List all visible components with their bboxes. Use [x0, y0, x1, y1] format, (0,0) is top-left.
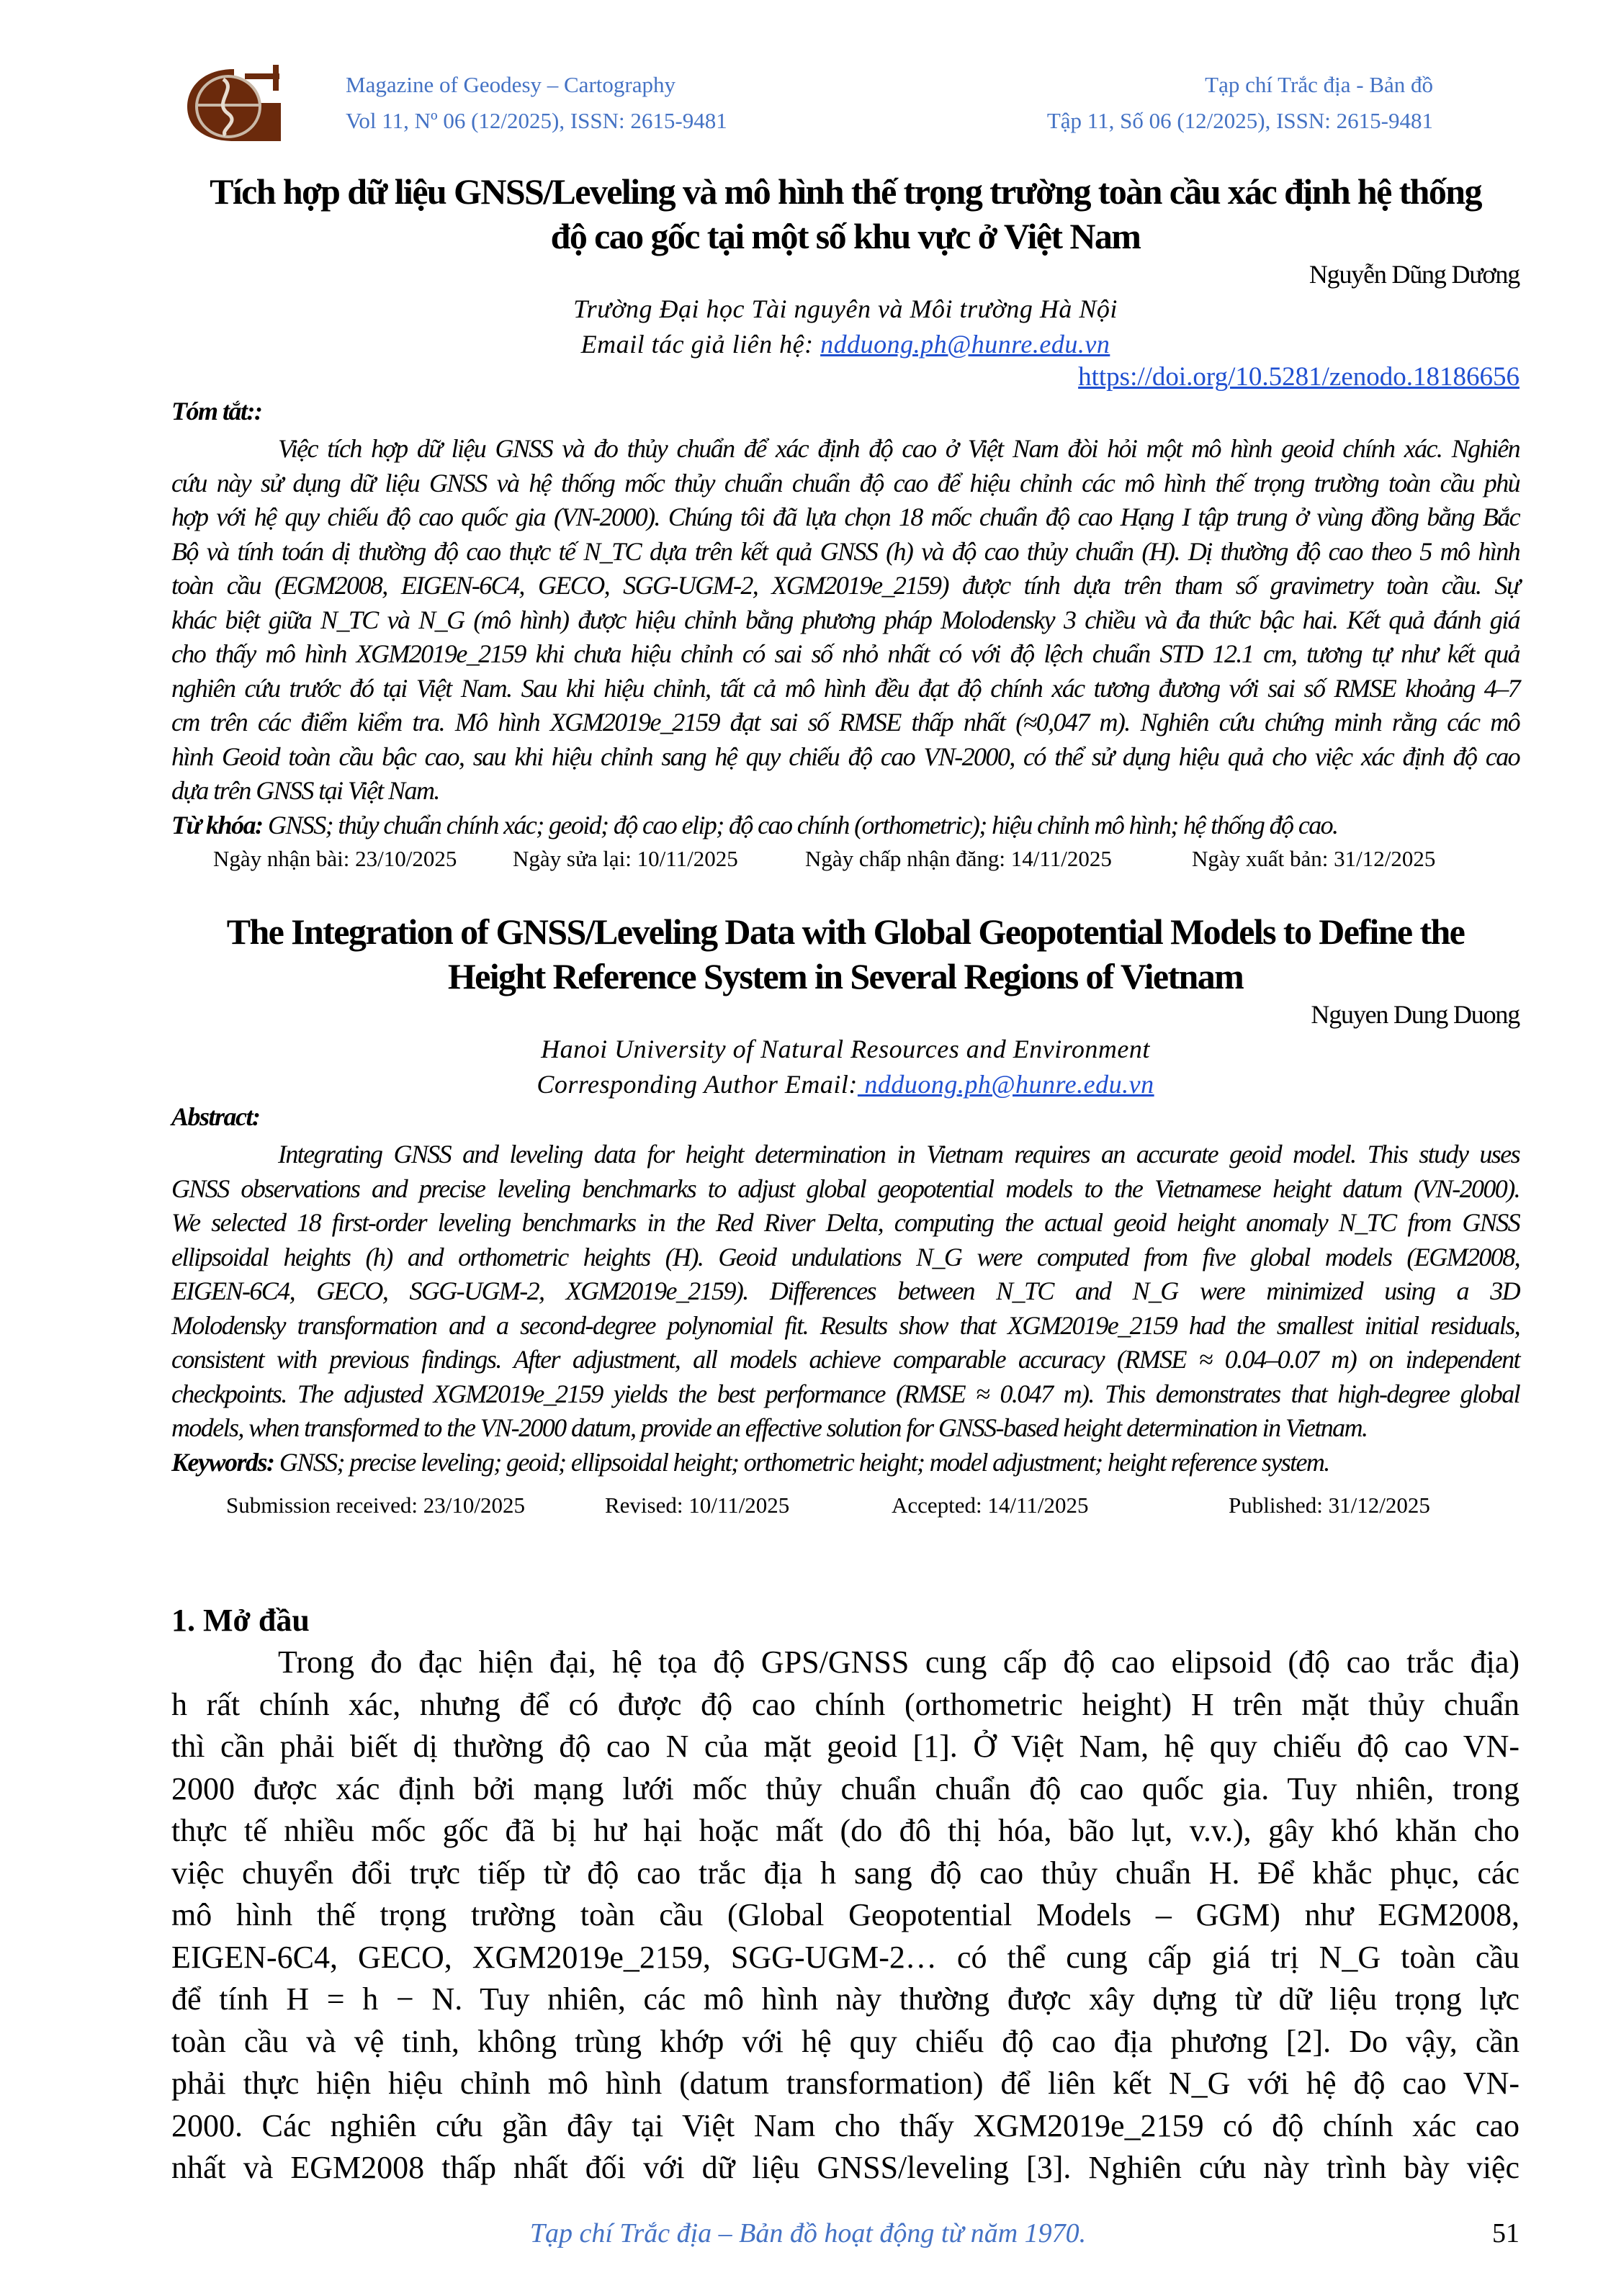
abstract-line: dựa trên GNSS tại Việt Nam. [171, 776, 439, 805]
body-line: nhất và EGM2008 thấp nhất đối với dữ liệu GNSS/leveling [3]. Nghiên cứu này trình bày việc [171, 2150, 1520, 2185]
abstract-line: GNSS observations and precise leveling benchmarks to adjust global geopotential models to the Vietnamese height datum (VN-2000). [171, 1174, 1520, 1203]
body-line: việc chuyển đổi trực tiếp từ độ cao trắc địa h sang độ cao thủy chuẩn H. Để khắc phục, các [171, 1855, 1520, 1891]
body-line: Trong đo đạc hiện đại, hệ tọa độ GPS/GNSS cung cấp độ cao elipsoid (độ cao trắc địa) [278, 1644, 1520, 1680]
body-line: thì cần phải biết dị thường độ cao N của mặt geoid [1]. Ở Việt Nam, hệ quy chiếu độ cao VN- [171, 1729, 1520, 1764]
abstract-line: EIGEN-6C4, GECO, SGG-UGM-2, XGM2019e_2159). Differences between N_TC and N_G were minimized using a 3D [171, 1277, 1520, 1305]
abstract-line: hình Geoid toàn cầu bậc cao, sau khi hiệu chỉnh sang hệ quy chiếu độ cao VN-2000, có thể sử dụng hiệu quả cho việc xác định độ cao [171, 742, 1520, 771]
email-line-en [171, 1067, 1520, 1102]
body-line: h rất chính xác, nhưng để có được độ cao chính (orthometric height) H trên mặt thủy chuẩn [171, 1686, 1520, 1722]
abstract-line: Bộ và tính toán dị thường độ cao thực tế N_TC dựa trên kết quả GNSS (h) và độ cao thủy chuẩn (H). Dị thường độ cao theo 5 mô hình [171, 536, 1520, 566]
journal-issue-vi: Tập 11, Số 06 (12/2025), ISSN: 2615-9481 [1046, 108, 1433, 133]
header-right [1047, 67, 1433, 139]
body-line: để tính H = h − N. Tuy nhiên, các mô hình này thường được xây dựng từ dữ liệu trọng lực [171, 1981, 1520, 2017]
title-vi [171, 169, 1520, 258]
title-vi-line: Tích hợp dữ liệu GNSS/Leveling và mô hình thế trọng trường toàn cầu xác định hệ thống [210, 171, 1481, 212]
dates-en-received: Submission received: 23/10/2025 [226, 1493, 526, 1518]
abstract-line: We selected 18 first-order leveling benchmarks in the Red River Delta, computing the actual geoid height anomaly N_TC from GNSS [171, 1208, 1520, 1237]
journal-issue-en: Vol 11, Nº 06 (12/2025), ISSN: 2615-9481 [346, 108, 727, 133]
title-en [171, 909, 1520, 999]
dates-vi-published: Ngày xuất bản: 31/12/2025 [1192, 846, 1436, 871]
abstract-line: cứu này sử dụng dữ liệu GNSS và hệ thống mốc thủy chuẩn chuẩn độ cao để hiệu chỉnh các mô hình thế trọng trường toàn cầu phù [171, 468, 1520, 498]
body-line: toàn cầu và vệ tinh, không trùng khớp với hệ quy chiếu độ cao địa phương [2]. Do vậy, cần [171, 2023, 1520, 2059]
abstract-line: Molodensky transformation and a second-degree polynomial fit. Results show that XGM2019e_2159 had the smallest initial residuals, [171, 1310, 1520, 1340]
doi-link[interactable]: https://doi.org/10.5281/zenodo.18186656 [1078, 362, 1520, 392]
abstract-line: hợp với hệ quy chiếu độ cao quốc gia (VN-2000). Chúng tôi đã lựa chọn 18 mốc chuẩn độ cao Hạng I tập trung ở vùng đồng bằng Bắc [171, 503, 1520, 531]
body-line: 2000 được xác định bởi mạng lưới mốc thủy chuẩn chuẩn độ cao quốc gia. Tuy nhiên, trong [171, 1770, 1520, 1806]
dates-en-accepted: Accepted: 14/11/2025 [892, 1493, 1089, 1518]
keywords-label: Từ khóa: [171, 810, 263, 839]
abstract-line: cm trên các điểm kiểm tra. Mô hình XGM2019e_2159 đạt sai số RMSE thấp nhất (≈0,047 m). Nghiên cứu chứng minh rằng các mô [171, 708, 1520, 737]
body-line: thực tế nhiều mốc gốc đã bị hư hại hoặc mất (do đô thị hóa, bão lụt, v.v.), gây khó khăn cho [171, 1813, 1520, 1848]
abstract-line: khác biệt giữa N_TC và N_G (mô hình) được hiệu chỉnh bằng phương pháp Molodensky 3 chiều và đa thức bậc hai. Kết quả đánh giá [171, 605, 1520, 634]
affiliation-text: Hanoi University of Natural Resources and Environment [541, 1035, 1150, 1063]
email-label: Corresponding Author Email: [537, 1070, 858, 1099]
footer-text: Tạp chí Trắc địa – Bản đồ hoạt động từ năm 1970. [529, 2218, 1087, 2248]
affiliation-vi [171, 292, 1520, 362]
body-line: mô hình thế trọng trường toàn cầu (Global Geopotential Models – GGM) như EGM2008, [171, 1897, 1520, 1932]
dates-vi-revised: Ngày sửa lại: 10/11/2025 [513, 846, 738, 871]
abstract-line: Việc tích hợp dữ liệu GNSS và đo thủy chuẩn để xác định độ cao ở Việt Nam đòi hỏi một mô hình geoid chính xác. Nghiên [278, 434, 1520, 463]
header-left [346, 67, 727, 139]
page-number: 51 [1492, 2218, 1520, 2248]
abstract-line: consistent with previous findings. After adjustment, all models achieve comparable accuracy (RMSE ≈ 0.04–0.07 m) on independent [171, 1345, 1520, 1374]
abstract-line: toàn cầu (EGM2008, EIGEN-6C4, GECO, SGG-UGM-2, XGM2019e_2159) được tính dựa trên tham số gravimetry toàn cầu. Sự [171, 571, 1520, 600]
abstract-line: Integrating GNSS and leveling data for height determination in Vietnam requires an accurate geoid model. This study uses [278, 1140, 1520, 1169]
body-line: 2000. Các nghiên cứu gần đây tại Việt Nam cho thấy XGM2019e_2159 có độ chính xác cao [171, 2107, 1520, 2143]
dates-vi-received: Ngày nhận bài: 23/10/2025 [213, 846, 457, 871]
affiliation-en [171, 1032, 1520, 1102]
author-en: Nguyen Dung Duong [1311, 1000, 1520, 1029]
abstract-line: ellipsoidal heights (h) and orthometric heights (H). Geoid undulations N_G were computed from five global models (EGM2008, [171, 1242, 1520, 1271]
abstract-label-en: Abstract: [171, 1102, 260, 1131]
body-line: phải thực hiện hiệu chỉnh mô hình (datum transformation) để liên kết N_G với hệ độ cao VN- [171, 2066, 1520, 2101]
abstract-line: nghiên cứu trước đó tại Việt Nam. Sau khi hiệu chỉnh, tất cả mô hình đều đạt độ chính xác tương đương với sai số RMSE khoảng 4–7 [171, 673, 1520, 703]
dates-en-revised: Revised: 10/11/2025 [605, 1493, 790, 1518]
title-vi-line: độ cao gốc tại một số khu vực ở Việt Nam [550, 216, 1141, 256]
author-vi: Nguyễn Dũng Dương [1308, 260, 1520, 289]
journal-name-en: Magazine of Geodesy – Cartography [346, 72, 675, 97]
abstract-en [171, 1138, 1520, 1480]
title-en-line: Height Reference System in Several Regions of Vietnam [447, 956, 1244, 996]
abstract-line: models, when transformed to the VN-2000 datum, provide an effective solution for GNSS-based height determination in Vietnam. [171, 1413, 1368, 1442]
dates-en-published: Published: 31/12/2025 [1229, 1493, 1430, 1518]
journal-name-vi: Tạp chí Trắc địa - Bản đồ [1205, 72, 1433, 97]
keywords-vi [171, 809, 1520, 843]
keywords-label: Keywords: [171, 1447, 274, 1477]
abstract-line: checkpoints. The adjusted XGM2019e_2159 yields the best performance (RMSE ≈ 0.047 m). This demonstrates that high-degree global [171, 1379, 1520, 1408]
email-link[interactable]: ndduong.ph@hunre.edu.vn [820, 330, 1110, 359]
email-line-vi [171, 327, 1520, 362]
email-label: Email tác giả liên hệ: [580, 330, 821, 359]
title-en-line: The Integration of GNSS/Leveling Data with Global Geopotential Models to Define the [226, 911, 1465, 952]
keywords-text: GNSS; precise leveling; geoid; ellipsoidal height; orthometric height; model adjustment; height reference system. [274, 1447, 1329, 1477]
dates-vi-accepted: Ngày chấp nhận đăng: 14/11/2025 [805, 846, 1112, 871]
abstract-line: cho thấy mô hình XGM2019e_2159 khi chưa hiệu chỉnh có sai số nhỏ nhất có với độ lệch chuẩn STD 12.1 cm, tương tự như kết quả [171, 639, 1520, 668]
email-link[interactable]: ndduong.ph@hunre.edu.vn [857, 1070, 1154, 1099]
section-heading: 1. Mở đầu [171, 1603, 310, 1638]
section-body [171, 1642, 1520, 2189]
body-line: EIGEN-6C4, GECO, XGM2019e_2159, SGG-UGM-2… có thể cung cấp giá trị N_G toàn cầu [171, 1939, 1520, 1975]
abstract-label-vi: Tóm tắt:: [171, 397, 262, 426]
keywords-text: GNSS; thủy chuẩn chính xác; geoid; độ cao elip; độ cao chính (orthometric); hiệu chỉnh mô hình; hệ thống độ cao. [262, 810, 1338, 839]
abstract-vi [171, 432, 1520, 842]
keywords-en [171, 1446, 1520, 1480]
affiliation-text: Trường Đại học Tài nguyên và Môi trường Hà Nội [573, 294, 1118, 323]
journal-logo [184, 63, 284, 144]
